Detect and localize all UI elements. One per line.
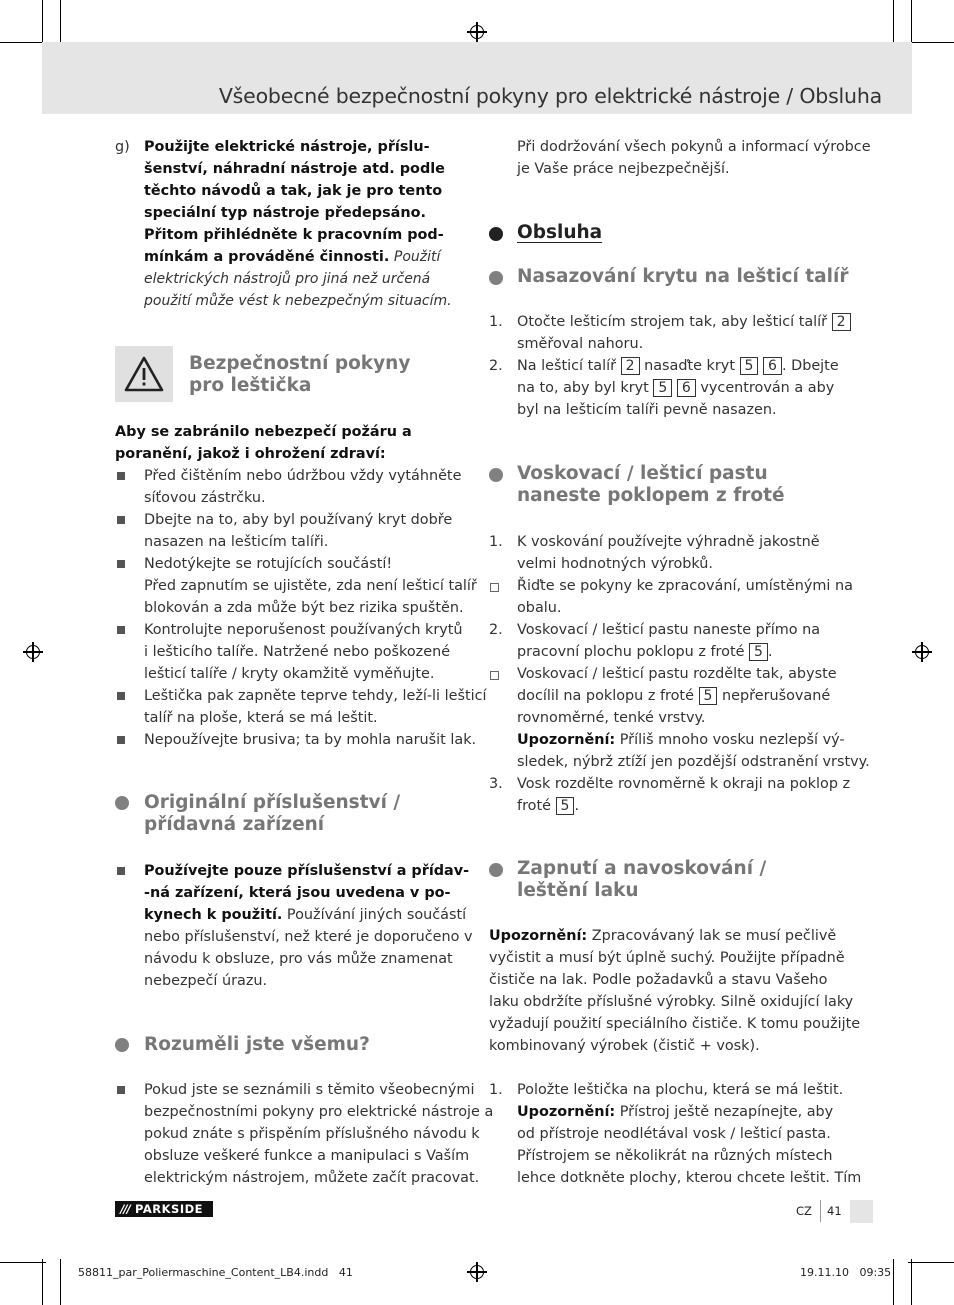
text-line: Dbejte na to, aby byl používaný kryt dobře	[144, 512, 453, 528]
heading-bullet-icon	[489, 863, 503, 877]
text-line: vyžadují použití speciálního čističe. K tomu použijte	[489, 1016, 861, 1032]
heading-bullet-icon	[489, 271, 503, 285]
text-line: Před čištěním nebo údržbou vždy vytáhněte	[144, 468, 462, 484]
text-line: Při dodržování všech pokynů a informací výrobce	[517, 139, 871, 155]
registration-mark-icon	[467, 1262, 487, 1282]
text-line: nebezpečí úrazu.	[144, 973, 268, 989]
text-line: .	[574, 798, 580, 814]
obsluha-heading: Obsluha	[517, 222, 603, 243]
bullet-icon	[117, 867, 125, 875]
text-line: směřoval nahoru.	[517, 336, 644, 352]
text-line: laku obdržíte příslušné výrobky. Silně oxidující laky	[489, 994, 854, 1010]
text-line: froté	[517, 798, 551, 814]
text-line: Kontrolujte neporušenost používaných krytů	[144, 622, 463, 638]
crop-mark	[0, 42, 46, 43]
crop-mark	[893, 0, 894, 46]
text-line: Aby se zabránilo nebezpečí požáru a	[115, 424, 412, 440]
crop-mark	[908, 42, 954, 43]
text-line: mínkám a prováděné činnosti.	[144, 249, 390, 265]
text-line: Nedotýkejte se rotujících součástí!	[144, 556, 393, 572]
text-line: Přístrojem se několikrát na různých místech	[517, 1148, 833, 1164]
list-item	[144, 619, 463, 685]
crop-mark	[911, 0, 912, 46]
step-text	[517, 355, 839, 421]
list-item	[144, 1079, 493, 1189]
text-line: Řiďte se pokyny ke zpracování, umístěnými na	[517, 578, 853, 594]
step-number: 3.	[489, 776, 503, 792]
print-date: 19.11.10 09:35	[800, 1266, 892, 1279]
text-line: rovnoměrné, tenké vrstvy.	[517, 710, 706, 726]
text-line: Používání jiných součástí	[286, 907, 467, 923]
sub-step-text	[517, 575, 853, 619]
crop-mark	[911, 1259, 912, 1305]
crop-mark	[42, 0, 43, 46]
text-line: Nepoužívejte brusiva; ta by mohla narušit lak.	[144, 732, 477, 748]
text-line: Použijte elektrické nástroje, příslu-	[144, 139, 430, 155]
text-line: Zpracovávaný lak se musí pečlivě	[591, 928, 837, 944]
text-line: použití může vést k nebezpečným situacím.	[144, 293, 452, 309]
text-line: elektrickým nástrojem, můžete začít pracovat.	[144, 1170, 480, 1186]
text-line: byl na lešticím talíři pevně nasazen.	[517, 402, 777, 418]
step-text	[517, 1079, 861, 1189]
text-line: nasaďte kryt	[644, 358, 735, 374]
text-line: vyčistit a musí být úplně suchý. Použijte případně	[489, 950, 845, 966]
page-title: Všeobecné bezpečnostní pokyny pro elektrické nástroje / Obsluha	[218, 84, 882, 108]
step-text	[517, 619, 820, 663]
ref-box: 6	[677, 379, 696, 397]
text-line: Před zapnutím se ujistěte, zda není lešticí talíř	[144, 578, 477, 594]
text-line: talíř na ploše, která se má leštit.	[144, 710, 378, 726]
text-line: obalu.	[517, 600, 562, 616]
bullet-icon	[117, 692, 125, 700]
text-line: Na lešticí talíř	[517, 358, 617, 374]
ref-box: 2	[832, 313, 851, 331]
heading-line: pro leštička	[189, 375, 312, 396]
heading-line: Originální příslušenství /	[144, 792, 401, 813]
text-line: sledek, nýbrž ztíží jen pozdější odstranění vrstvy.	[517, 754, 870, 770]
text-line: poranění, jakož i ohrožení zdraví:	[115, 446, 386, 462]
ref-box: 5	[749, 643, 768, 661]
text-line: Položte leštička na plochu, která se má leštit.	[517, 1082, 844, 1098]
ref-box: 5	[740, 357, 759, 375]
language-code: CZ	[796, 1204, 812, 1218]
heading-line: Bezpečnostní pokyny	[189, 353, 411, 374]
bullet-icon	[117, 736, 125, 744]
footer-divider	[820, 1200, 821, 1222]
logo-text: PARKSIDE	[135, 1202, 204, 1216]
sub-bullet-icon	[490, 583, 499, 592]
text-line: Pokud jste se seznámili s těmito všeobecnými	[144, 1082, 475, 1098]
heading-line: přídavná zařízení	[144, 814, 325, 835]
note-label: Upozornění:	[517, 732, 616, 748]
heading-line: naneste poklopem z froté	[517, 485, 785, 506]
understood-heading: Rozuměli jste všemu?	[144, 1034, 370, 1055]
intro-text	[517, 136, 871, 180]
ref-box: 5	[653, 379, 672, 397]
text-line: obsluze veškeré funkce a manipulaci s Vaším	[144, 1148, 470, 1164]
text-line: velmi hodnotných výrobků.	[517, 556, 713, 572]
heading-bullet-icon	[115, 796, 129, 810]
registration-mark-icon	[467, 22, 487, 42]
step-text	[517, 311, 851, 355]
switch-heading	[517, 858, 766, 902]
step-number: 2.	[489, 622, 503, 638]
text-line: vycentrován a aby	[700, 380, 835, 396]
text-line: kynech k použití.	[144, 907, 283, 923]
sub-step-text	[517, 663, 870, 773]
crop-mark	[60, 1259, 61, 1305]
ref-box: 2	[621, 357, 640, 375]
step-number: 1.	[489, 314, 503, 330]
text-line: na to, aby byl kryt	[517, 380, 649, 396]
page-number: 41	[827, 1204, 842, 1218]
heading-line: Voskovací / lešticí pastu	[517, 463, 768, 484]
text-line: speciální typ nástroje předepsáno.	[144, 205, 426, 221]
text-line: Otočte lešticím strojem tak, aby lešticí talíř	[517, 314, 828, 330]
heading-bullet-icon	[489, 468, 503, 482]
text-line: pokud znáte s přispěním příslušného návodu k	[144, 1126, 480, 1142]
cover-heading: Nasazování krytu na lešticí talíř	[517, 266, 849, 287]
text-line: šenství, náhradní nástroje atd. podle	[144, 161, 445, 177]
text-line: síťovou zástrčku.	[144, 490, 266, 506]
crop-mark	[0, 1262, 46, 1263]
text-line: Použití	[393, 249, 441, 265]
text-line: je Vaše práce nejbezpečnější.	[517, 161, 730, 177]
sub-bullet-icon	[490, 671, 499, 680]
text-line: Používejte pouze příslušenství a přídav-	[144, 863, 470, 879]
wax-heading	[517, 463, 785, 507]
text-line: -ná zařízení, která jsou uvedena v po-	[144, 885, 451, 901]
text-line: Vosk rozdělte rovnoměrně k okraji na poklop z	[517, 776, 851, 792]
step-number: 1.	[489, 1082, 503, 1098]
registration-mark-icon	[23, 642, 43, 662]
bullet-icon	[117, 516, 125, 524]
text-line: Leštička pak zapněte teprve tehdy, leží-li lešticí	[144, 688, 487, 704]
text-line: čističe na lak. Podle požadavků a stavu Vašeho	[489, 972, 828, 988]
text-line: . Dbejte	[781, 358, 839, 374]
text-line: blokován a zda může být bez rizika spuštěn.	[144, 600, 464, 616]
item-label: g)	[115, 139, 130, 155]
text-line: lehce dotkněte plochy, kterou chcete leštit. Tím	[517, 1170, 862, 1186]
text-line: elektrických nástrojů pro jiná než určená	[144, 271, 431, 287]
crop-mark	[908, 1262, 954, 1263]
list-item	[144, 860, 474, 992]
text-line: Přístroj ještě nezapínejte, aby	[619, 1104, 834, 1120]
heading-bullet-icon	[115, 1038, 129, 1052]
list-item	[144, 685, 487, 729]
heading-line: leštění laku	[517, 880, 639, 901]
text-line: Přitom přihlédněte k pracovním pod-	[144, 227, 444, 243]
text-line: Příliš mnoho vosku nezlepší vý-	[619, 732, 845, 748]
step-number: 1.	[489, 534, 503, 550]
safety-heading	[189, 353, 410, 397]
switch-note	[489, 925, 860, 1057]
text-line: nepřerušované	[722, 688, 831, 704]
crop-mark	[42, 1259, 43, 1305]
text-line: těchto návodů a tak, jak je pro tento	[144, 183, 443, 199]
parkside-logo: /// PARKSIDE	[115, 1201, 213, 1217]
text-line: i lešticího talíře. Natržené nebo poškozené	[144, 644, 451, 660]
text-line: od přístroje neodlétával vosk / lešticí pasta.	[517, 1126, 831, 1142]
text-line: Voskovací / lešticí pastu naneste přímo na	[517, 622, 821, 638]
note-label: Upozornění:	[517, 1104, 616, 1120]
item-g-text	[144, 136, 474, 312]
text-line: .	[767, 644, 773, 660]
safety-intro	[115, 421, 412, 465]
page-tab	[850, 1200, 873, 1223]
text-line: návodu k obsluze, pro vás může znamenat	[144, 951, 453, 967]
bullet-icon	[117, 472, 125, 480]
accessories-heading	[144, 792, 400, 836]
text-line: kombinovaný výrobek (čistič + vosk).	[489, 1038, 760, 1054]
ref-box: 6	[763, 357, 782, 375]
text-line: bezpečnostními pokyny pro elektrické nástroje a	[144, 1104, 494, 1120]
list-item	[144, 553, 477, 619]
text-line: docílil na poklopu z froté	[517, 688, 694, 704]
text-line: lešticí talíře / kryty okamžitě vyměňujte.	[144, 666, 435, 682]
text-line: nebo příslušenství, než které je doporučeno v	[144, 929, 473, 945]
step-text	[517, 773, 850, 817]
list-item	[144, 729, 476, 751]
list-item	[144, 509, 452, 553]
bullet-icon	[117, 1086, 125, 1094]
step-number: 2.	[489, 358, 503, 374]
text-line: Voskovací / lešticí pastu rozdělte tak, abyste	[517, 666, 837, 682]
note-label: Upozornění:	[489, 928, 588, 944]
file-info: 58811_par_Poliermaschine_Content_LB4.indd 41	[78, 1266, 353, 1279]
text-line: pracovní plochu poklopu z froté	[517, 644, 745, 660]
heading-line: Zapnutí a navoskování /	[517, 858, 767, 879]
bullet-icon	[117, 560, 125, 568]
registration-mark-icon	[912, 642, 932, 662]
crop-mark	[893, 1259, 894, 1305]
heading-bullet-icon	[489, 227, 503, 241]
ref-box: 5	[556, 797, 575, 815]
crop-mark	[60, 0, 61, 46]
list-item	[144, 465, 461, 509]
text-line: K voskování používejte výhradně jakostně	[517, 534, 820, 550]
step-text	[517, 531, 820, 575]
bullet-icon	[117, 626, 125, 634]
warning-icon	[115, 346, 173, 402]
ref-box: 5	[699, 687, 718, 705]
text-line: nasazen na lešticím talíři.	[144, 534, 329, 550]
